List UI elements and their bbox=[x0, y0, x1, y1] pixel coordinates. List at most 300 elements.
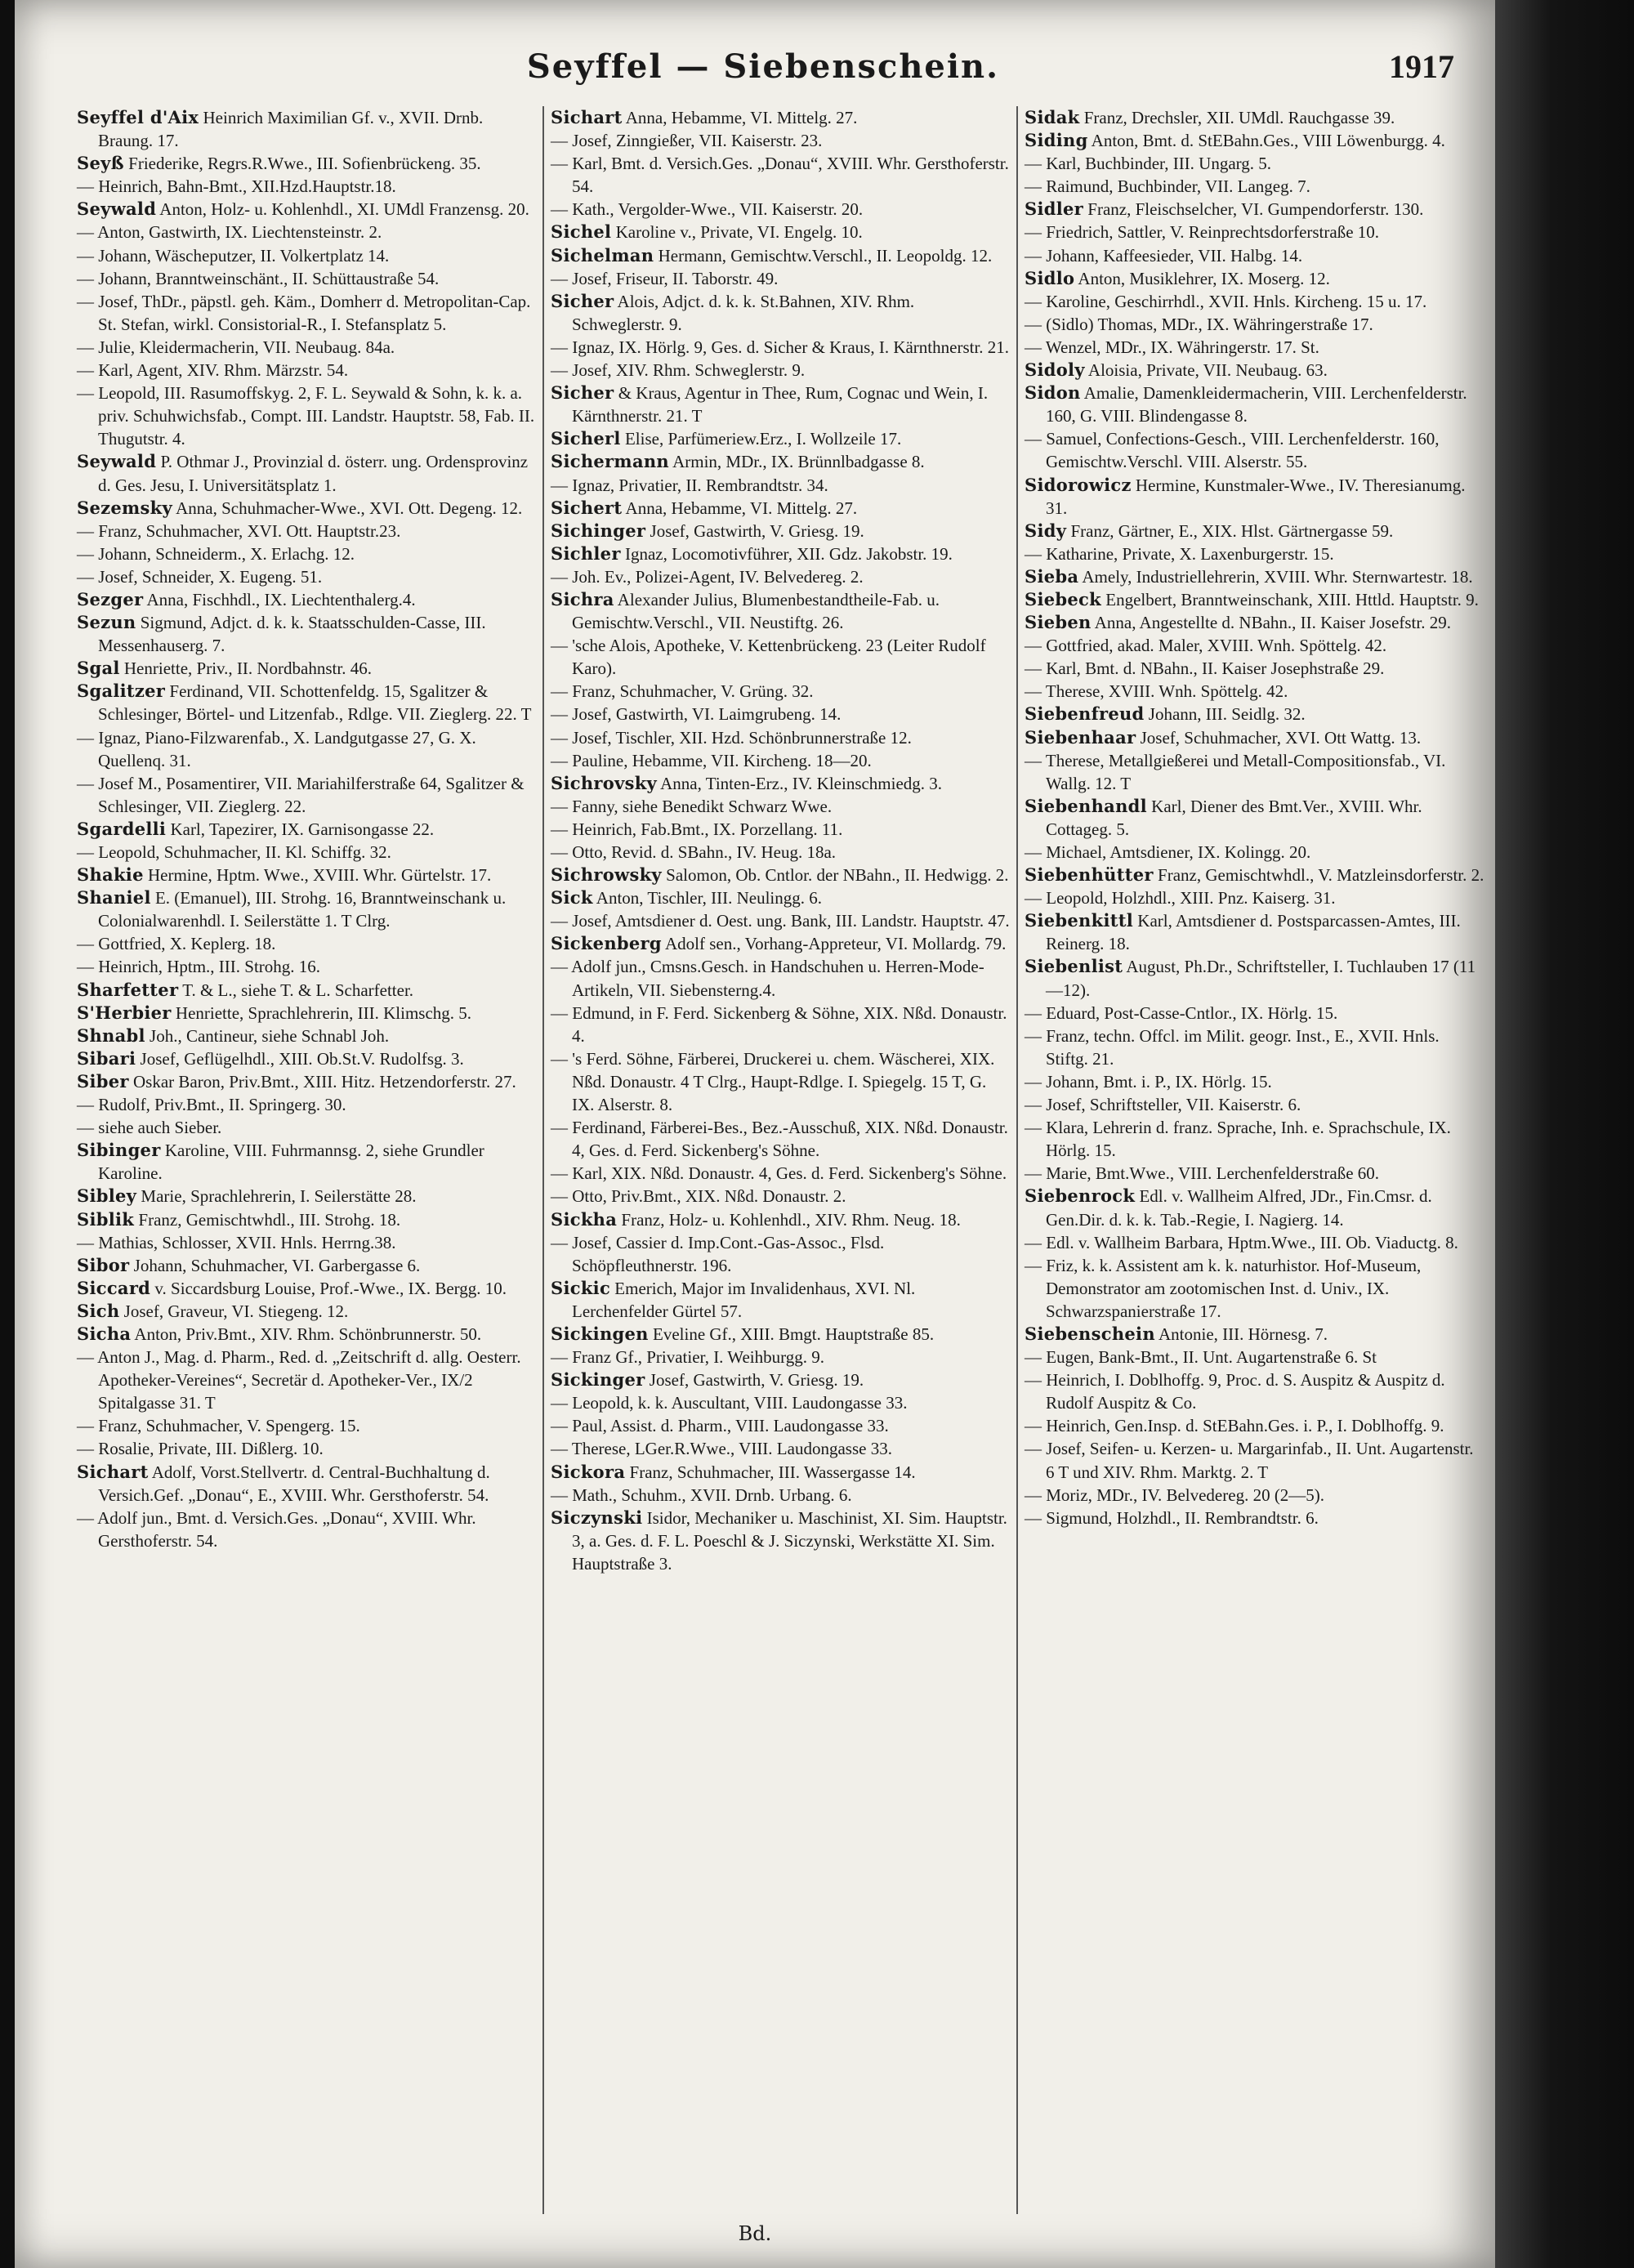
entry-text: — Johann, Bmt. i. P., IX. Hörlg. 15. bbox=[1025, 1071, 1272, 1092]
entry-text: Joh., Cantineur, siehe Schnabl Joh. bbox=[145, 1025, 390, 1046]
entry-headword: Sick bbox=[551, 887, 593, 909]
directory-entry bbox=[551, 244, 1010, 267]
directory-entry bbox=[551, 1047, 1010, 1116]
entry-headword: Sidon bbox=[1025, 382, 1081, 404]
entry-text: — Fanny, siehe Benedikt Schwarz Wwe. bbox=[551, 796, 833, 816]
directory-entry bbox=[551, 129, 1010, 152]
entry-text: — Karl, Bmt. d. Versich.Ges. „Donau“, XVIII. Whr. Gersthoferstr. 54. bbox=[551, 154, 1009, 197]
directory-entry bbox=[551, 1002, 1010, 1047]
directory-entry bbox=[1025, 1070, 1485, 1093]
page-header bbox=[64, 47, 1462, 96]
entry-headword: Seyffel d'Aix bbox=[77, 107, 199, 127]
entry-text: — Samuel, Confections-Gesch., VIII. Lerchenfelderstr. 160, Gemischtw.Verschl. VIII. Alserstr. 55. bbox=[1025, 429, 1440, 472]
directory-entry bbox=[551, 106, 1010, 129]
directory-entry bbox=[77, 1025, 536, 1047]
entry-text: T. & L., siehe T. & L. Scharfetter. bbox=[178, 980, 414, 1000]
directory-entry bbox=[551, 497, 1010, 520]
directory-entry bbox=[551, 565, 1010, 588]
directory-entry bbox=[551, 1162, 1010, 1185]
directory-entry bbox=[551, 1116, 1010, 1162]
entry-text: Ferdinand, VII. Schottenfeldg. 15, Sgalitzer & Schlesinger, Börtel- und Litzenfab., Rdlge. VII. Zieglerg. 22. T bbox=[98, 681, 532, 725]
entry-text: Johann, Schuhmacher, VI. Garbergasse 6. bbox=[129, 1255, 421, 1275]
directory-entry bbox=[551, 1231, 1010, 1277]
directory-entry bbox=[551, 1391, 1010, 1414]
directory-entry bbox=[77, 542, 536, 565]
directory-entry bbox=[77, 336, 536, 359]
entry-headword: Siebeck bbox=[1025, 588, 1101, 609]
entry-text: — Anton, Gastwirth, IX. Liechtensteinstr. 2. bbox=[77, 222, 382, 243]
column-right bbox=[1018, 106, 1492, 2214]
entry-text: Anna, Hebamme, VI. Mittelg. 27. bbox=[622, 498, 858, 518]
entry-text: — Ignaz, Privatier, II. Rembrandtstr. 34. bbox=[551, 475, 828, 495]
entry-text: Anna, Angestellte d. NBahn., II. Kaiser Josefstr. 29. bbox=[1091, 613, 1451, 633]
entry-text: — Josef, Friseur, II. Taborstr. 49. bbox=[551, 268, 779, 288]
entry-text: & Kraus, Agentur in Thee, Rum, Cognac und Wein, I. Kärnthnerstr. 21. T bbox=[572, 383, 989, 426]
entry-headword: Sieba bbox=[1025, 565, 1079, 587]
column-left bbox=[70, 106, 544, 2214]
entry-text: Alexander Julius, Blumenbestandtheile-Fab. u. Gemischtw.Verschl., VII. Neustiftg. 26. bbox=[572, 589, 940, 633]
entry-text: — Leopold, Schuhmacher, II. Kl. Schiffg. 32. bbox=[77, 842, 391, 862]
entry-headword: Sicher bbox=[551, 290, 614, 311]
directory-entry bbox=[77, 221, 536, 243]
entry-headword: Sgardelli bbox=[77, 818, 167, 839]
entry-headword: Sichrovsky bbox=[551, 772, 658, 793]
entry-text: — Karoline, Geschirrhdl., XVII. Hnls. Kircheng. 15 u. 17. bbox=[1025, 291, 1427, 311]
entry-headword: Siebenfreud bbox=[1025, 703, 1145, 725]
entry-headword: Siebenlist bbox=[1025, 956, 1123, 977]
entry-text: Ignaz, Locomotivführer, XII. Gdz. Jakobstr. 19. bbox=[620, 543, 953, 564]
entry-headword: Siebenhütter bbox=[1025, 864, 1154, 886]
directory-entry bbox=[551, 359, 1010, 382]
entry-text: — Eugen, Bank-Bmt., II. Unt. Augartenstraße 6. St bbox=[1025, 1347, 1377, 1368]
entry-text: — Josef, Cassier d. Imp.Cont.-Gas-Assoc., Flsd. Schöpfleuthnerstr. 196. bbox=[551, 1232, 885, 1275]
directory-entry bbox=[1025, 359, 1485, 382]
entry-text: — Otto, Priv.Bmt., XIX. Nßd. Donaustr. 2. bbox=[551, 1186, 846, 1207]
directory-entry bbox=[1025, 152, 1485, 175]
entry-text: — Karl, Buchbinder, III. Ungarg. 5. bbox=[1025, 154, 1272, 174]
directory-entry bbox=[551, 474, 1010, 497]
directory-entry bbox=[551, 1414, 1010, 1437]
entry-text: — Franz Gf., Privatier, I. Weihburgg. 9. bbox=[551, 1347, 824, 1368]
directory-entry bbox=[551, 772, 1010, 795]
entry-text: Karoline, VIII. Fuhrmannsg. 2, siehe Grundler Karoline. bbox=[98, 1141, 484, 1184]
directory-entry bbox=[551, 1368, 1010, 1391]
entry-headword: Sidak bbox=[1025, 107, 1080, 127]
entry-text: — Joh. Ev., Polizei-Agent, IV. Belvedereg. 2. bbox=[551, 566, 864, 587]
entry-text: — 's Ferd. Söhne, Färberei, Druckerei u. chem. Wäscherei, XIX. Nßd. Donaustr. 4 T Clrg., Haupt-Rdlge. I. Spiegelg. 15 T, G. IX. Alserstr. 8. bbox=[551, 1048, 995, 1115]
entry-text: Franz, Schuhmacher, III. Wassergasse 14. bbox=[625, 1462, 916, 1482]
entry-text: Franz, Gärtner, E., XIX. Hlst. Gärtnergasse 59. bbox=[1066, 520, 1394, 541]
directory-entry bbox=[77, 1323, 536, 1346]
entry-text: — Otto, Revid. d. SBahn., IV. Heug. 18a. bbox=[551, 842, 837, 862]
entry-text: Franz, Gemischtwhdl., V. Matzleinsdorferstr. 2. bbox=[1153, 865, 1484, 886]
directory-entry bbox=[77, 726, 536, 772]
entry-text: — Adolf jun., Bmt. d. Versich.Ges. „Donau“, XVIII. Whr. Gersthoferstr. 54. bbox=[77, 1507, 476, 1551]
entry-text: Henriette, Priv., II. Nordbahnstr. 46. bbox=[119, 659, 372, 679]
entry-text: Aloisia, Private, VII. Neubaug. 63. bbox=[1084, 360, 1328, 381]
directory-entry bbox=[1025, 795, 1485, 841]
directory-entry bbox=[551, 634, 1010, 680]
entry-text: — Adolf jun., Cmsns.Gesch. in Handschuhen u. Herren-Mode-Artikeln, VII. Siebensterng.4. bbox=[551, 957, 984, 1000]
entry-text: Anton, Holz- u. Kohlenhdl., XI. UMdl Franzensg. 20. bbox=[156, 199, 529, 220]
entry-headword: Sickic bbox=[551, 1277, 611, 1298]
entry-text: — Josef, Schneider, X. Eugeng. 51. bbox=[77, 566, 323, 587]
entry-text: — Edmund, in F. Ferd. Sickenberg & Söhne, XIX. Nßd. Donaustr. 4. bbox=[551, 1002, 1007, 1046]
directory-entry bbox=[77, 244, 536, 267]
directory-entry bbox=[77, 1093, 536, 1116]
directory-entry bbox=[77, 818, 536, 841]
entry-text: — Franz, Schuhmacher, V. Spengerg. 15. bbox=[77, 1416, 360, 1436]
directory-entry bbox=[1025, 1484, 1485, 1507]
entry-text: — Math., Schuhm., XVII. Drnb. Urbang. 6. bbox=[551, 1484, 852, 1505]
footer-signature-mark: Bd. bbox=[738, 2222, 772, 2245]
entry-text: — Sigmund, Holzhdl., II. Rembrandtstr. 6. bbox=[1025, 1507, 1319, 1528]
directory-entry bbox=[77, 267, 536, 290]
directory-entry bbox=[77, 1254, 536, 1277]
entry-text: v. Siccardsburg Louise, Prof.-Wwe., IX. Bergg. 10. bbox=[150, 1278, 507, 1298]
directory-entry bbox=[1025, 129, 1485, 152]
entry-text: Adolf sen., Vorhang-Appreteur, VI. Mollardg. 79. bbox=[661, 934, 1007, 954]
entry-text: Salomon, Ob. Cntlor. der NBahn., II. Hedwigg. 2. bbox=[661, 865, 1009, 886]
directory-entry bbox=[551, 1461, 1010, 1484]
entry-text: — Gottfried, X. Keplerg. 18. bbox=[77, 934, 276, 954]
entry-headword: Sickenberg bbox=[551, 933, 662, 954]
directory-entry bbox=[551, 1346, 1010, 1368]
entry-headword: Shnabl bbox=[77, 1025, 145, 1046]
entry-text: — Therese, XVIII. Wnh. Spöttelg. 42. bbox=[1025, 681, 1288, 702]
directory-entry bbox=[77, 611, 536, 657]
entry-text: Josef, Gastwirth, V. Griesg. 19. bbox=[645, 1370, 864, 1391]
directory-entry bbox=[551, 1208, 1010, 1231]
directory-entry bbox=[551, 818, 1010, 841]
directory-entry bbox=[77, 382, 536, 450]
entry-text: Josef, Geflügelhdl., XIII. Ob.St.V. Rudolfsg. 3. bbox=[136, 1048, 464, 1069]
entry-text: Sigmund, Adjct. d. k. k. Staatsschulden-Casse, III. Messenhauserg. 7. bbox=[98, 613, 486, 656]
entry-text: — Friedrich, Sattler, V. Reinprechtsdorferstraße 10. bbox=[1025, 222, 1380, 243]
entry-headword: Sieben bbox=[1025, 612, 1092, 633]
directory-entry bbox=[551, 1185, 1010, 1208]
entry-text: — (Sidlo) Thomas, MDr., IX. Währingerstraße 17. bbox=[1025, 314, 1373, 334]
directory-entry bbox=[77, 1185, 536, 1208]
entry-text: — Heinrich, Gen.Insp. d. StEBahn.Ges. i. P., I. Doblhoffg. 9. bbox=[1025, 1416, 1444, 1436]
directory-entry bbox=[77, 1231, 536, 1254]
entry-headword: Sichinger bbox=[551, 520, 646, 541]
entry-text: — Josef M., Posamentirer, VII. Mariahilferstraße 64, Sgalitzer & Schlesinger, VII. Zieglerg. 22. bbox=[77, 773, 525, 816]
directory-entry bbox=[551, 955, 1010, 1001]
entry-text: — Karl, Agent, XIV. Rhm. Märzstr. 54. bbox=[77, 360, 349, 381]
entry-text: — Josef, Zinngießer, VII. Kaiserstr. 23. bbox=[551, 131, 823, 151]
directory-entry bbox=[1025, 1093, 1485, 1116]
entry-text: — Klara, Lehrerin d. franz. Sprache, Inh. e. Sprachschule, IX. Hörlg. 15. bbox=[1025, 1118, 1451, 1161]
directory-entry bbox=[1025, 1323, 1485, 1346]
directory-entry bbox=[551, 749, 1010, 772]
directory-entry bbox=[551, 864, 1010, 886]
entry-headword: Sezemsky bbox=[77, 497, 173, 518]
entry-text: — Rosalie, Private, III. Dißlerg. 10. bbox=[77, 1439, 324, 1459]
entry-headword: Sibley bbox=[77, 1185, 137, 1207]
entry-headword: Sgalitzer bbox=[77, 681, 166, 702]
entry-headword: Sickinger bbox=[551, 1369, 645, 1391]
directory-entry bbox=[1025, 588, 1485, 611]
entry-headword: Sicha bbox=[77, 1323, 132, 1344]
entry-text: Anton, Tischler, III. Neulingg. 6. bbox=[592, 888, 823, 909]
entry-headword: Sicherl bbox=[551, 428, 621, 449]
entry-text: — Josef, ThDr., päpstl. geh. Käm., Domherr d. Metropolitan-Cap. St. Stefan, wirkl. Consistorial-R., I. Stefansplatz 5. bbox=[77, 291, 531, 334]
entry-headword: Sichel bbox=[551, 221, 612, 243]
entry-text: Armin, MDr., IX. Brünnlbadgasse 8. bbox=[669, 452, 925, 472]
entry-text: Isidor, Mechaniker u. Maschinist, XI. Sim. Hauptstr. 3, a. Ges. d. F. L. Poeschl & J. Siczynski, Werkstätte XI. Sim. Hauptstraße 3. bbox=[572, 1507, 1007, 1574]
entry-text: Adolf, Vorst.Stellvertr. d. Central-Buchhaltung d. Versich.Gef. „Donau“, E., XVIII. Whr. Gersthoferstr. 54. bbox=[98, 1462, 490, 1505]
directory-entry bbox=[1025, 955, 1485, 1001]
directory-entry bbox=[77, 1208, 536, 1231]
entry-text: — Therese, Metallgießerei und Metall-Compositionsfab., VI. Wallg. 12. T bbox=[1025, 750, 1446, 793]
directory-entry bbox=[77, 1002, 536, 1025]
entry-text: — Franz, techn. Offcl. im Milit. geogr. Inst., E., XVII. Hnls. Stiftg. 21. bbox=[1025, 1025, 1440, 1069]
directory-entry bbox=[551, 703, 1010, 725]
entry-text: P. Othmar J., Provinzial d. österr. ung. Ordensprovinz d. Ges. Jesu, I. Universitätsplatz 1. bbox=[98, 452, 529, 495]
entry-text: E. (Emanuel), III. Strohg. 16, Branntweinschank u. Colonialwarenhdl. I. Seilerstätte 1. T Clrg. bbox=[98, 888, 507, 931]
entry-text: — Josef, Amtsdiener d. Oest. ung. Bank, III. Landstr. Hauptstr. 47. bbox=[551, 911, 1010, 931]
entry-headword: Sichelman bbox=[551, 244, 654, 266]
directory-entry bbox=[1025, 1002, 1485, 1025]
entry-text: — Heinrich, Bahn-Bmt., XII.Hzd.Hauptstr.18. bbox=[77, 176, 396, 197]
directory-entry bbox=[77, 772, 536, 818]
entry-headword: Sidoly bbox=[1025, 359, 1085, 381]
directory-entry bbox=[1025, 703, 1485, 725]
directory-entry bbox=[77, 106, 536, 152]
entry-text: Anton, Priv.Bmt., XIV. Rhm. Schönbrunnerstr. 50. bbox=[131, 1324, 482, 1344]
entry-text: — Therese, LGer.R.Wwe., VIII. Laudongasse 33. bbox=[551, 1439, 892, 1459]
directory-entry bbox=[77, 1507, 536, 1552]
entry-text: — Ignaz, Piano-Filzwarenfab., X. Landgutgasse 27, G. X. Quellenq. 31. bbox=[77, 727, 476, 770]
entry-text: Emerich, Major im Invalidenhaus, XVI. Nl. Lerchenfelder Gürtel 57. bbox=[572, 1278, 916, 1321]
directory-entry bbox=[77, 565, 536, 588]
entry-text: Alois, Adjct. d. k. k. St.Bahnen, XIV. Rhm. Schweglerstr. 9. bbox=[572, 291, 915, 334]
directory-entry bbox=[77, 979, 536, 1002]
entry-text: Josef, Gastwirth, V. Griesg. 19. bbox=[645, 520, 864, 541]
directory-entry bbox=[1025, 657, 1485, 680]
directory-entry bbox=[1025, 749, 1485, 795]
entry-headword: Sichra bbox=[551, 588, 614, 609]
entry-text: — Heinrich, I. Doblhoffg. 9, Proc. d. S. Auspitz & Auspitz d. Rudolf Auspitz & Co. bbox=[1025, 1370, 1445, 1413]
directory-entry bbox=[551, 542, 1010, 565]
entry-headword: Siebenschein bbox=[1025, 1323, 1155, 1344]
directory-entry bbox=[77, 1300, 536, 1323]
entry-text: August, Ph.Dr., Schriftsteller, I. Tuchlauben 17 (11—12). bbox=[1046, 957, 1476, 1000]
entry-text: — Johann, Schneiderm., X. Erlachg. 12. bbox=[77, 543, 355, 564]
directory-entry bbox=[1025, 1414, 1485, 1437]
directory-entry bbox=[1025, 336, 1485, 359]
entry-text: — Eduard, Post-Casse-Cntlor., IX. Hörlg. 15. bbox=[1025, 1002, 1338, 1023]
directory-entry bbox=[1025, 427, 1485, 473]
directory-entry bbox=[551, 726, 1010, 749]
directory-entry bbox=[1025, 520, 1485, 542]
entry-text: — Johann, Wäscheputzer, II. Volkertplatz 14. bbox=[77, 245, 390, 266]
directory-entry bbox=[551, 680, 1010, 703]
directory-entry bbox=[1025, 680, 1485, 703]
entry-headword: Sicher bbox=[551, 382, 614, 404]
directory-entry bbox=[551, 382, 1010, 427]
directory-entry bbox=[1025, 474, 1485, 520]
entry-headword: Sidler bbox=[1025, 199, 1084, 220]
entry-headword: Seyß bbox=[77, 153, 124, 174]
directory-entry bbox=[77, 588, 536, 611]
scan-border-right bbox=[1495, 0, 1634, 2268]
directory-entry bbox=[1025, 565, 1485, 588]
directory-entry bbox=[77, 1437, 536, 1460]
entry-text: Hermann, Gemischtw.Verschl., II. Leopoldg. 12. bbox=[654, 245, 993, 266]
directory-entry bbox=[1025, 1025, 1485, 1070]
directory-entry bbox=[551, 198, 1010, 221]
directory-entry bbox=[77, 520, 536, 542]
entry-text: — Franz, Schuhmacher, XVI. Ott. Hauptstr.23. bbox=[77, 520, 401, 541]
entry-headword: Sidlo bbox=[1025, 267, 1075, 288]
entry-text: — Paul, Assist. d. Pharm., VIII. Laudongasse 33. bbox=[551, 1416, 889, 1436]
entry-text: Anton, Musiklehrer, IX. Moserg. 12. bbox=[1074, 268, 1330, 288]
directory-entry bbox=[551, 886, 1010, 909]
directory-entry bbox=[77, 450, 536, 496]
entry-text: — Raimund, Buchbinder, VII. Langeg. 7. bbox=[1025, 176, 1310, 197]
directory-entry bbox=[77, 1346, 536, 1414]
directory-entry bbox=[551, 909, 1010, 932]
directory-entry bbox=[1025, 175, 1485, 198]
entry-text: — Heinrich, Fab.Bmt., IX. Porzellang. 11. bbox=[551, 819, 843, 839]
directory-entry bbox=[77, 1414, 536, 1437]
entry-text: Antonie, III. Hörnesg. 7. bbox=[1154, 1324, 1328, 1344]
entry-columns bbox=[70, 106, 1492, 2214]
directory-entry bbox=[1025, 1231, 1485, 1254]
page-number: 1917 bbox=[1389, 48, 1454, 85]
directory-entry bbox=[1025, 382, 1485, 427]
entry-headword: Sich bbox=[77, 1300, 120, 1321]
entry-text: — Josef, Gastwirth, VI. Laimgrubeng. 14. bbox=[551, 704, 842, 725]
entry-text: — Katharine, Private, X. Laxenburgerstr. 15. bbox=[1025, 543, 1334, 564]
entry-text: Anna, Tinten-Erz., IV. Kleinschmiedg. 3. bbox=[657, 773, 943, 793]
directory-entry bbox=[1025, 611, 1485, 634]
entry-text: Elise, Parfümeriew.Erz., I. Wollzeile 17. bbox=[620, 429, 902, 449]
entry-text: Karl, Diener des Bmt.Ver., XVIII. Whr. Cottageg. 5. bbox=[1046, 796, 1422, 839]
entry-text: — Karl, XIX. Nßd. Donaustr. 4, Ges. d. Ferd. Sickenberg's Söhne. bbox=[551, 1163, 1007, 1184]
directory-entry bbox=[1025, 290, 1485, 313]
entry-text: — Julie, Kleidermacherin, VII. Neubaug. 84a. bbox=[77, 337, 395, 357]
directory-entry bbox=[551, 1437, 1010, 1460]
directory-entry bbox=[1025, 542, 1485, 565]
directory-entry bbox=[1025, 244, 1485, 267]
entry-headword: Sickora bbox=[551, 1461, 626, 1482]
directory-entry bbox=[1025, 1185, 1485, 1230]
entry-headword: Sichermann bbox=[551, 451, 669, 472]
entry-headword: Sidy bbox=[1025, 520, 1067, 541]
entry-headword: Shaniel bbox=[77, 887, 151, 909]
entry-text: Henriette, Sprachlehrerin, III. Klimschg. 5. bbox=[171, 1002, 472, 1023]
directory-entry bbox=[77, 680, 536, 725]
entry-text: Anna, Fischhdl., IX. Liechtenthalerg.4. bbox=[143, 589, 416, 609]
entry-headword: Siding bbox=[1025, 130, 1088, 151]
directory-entry bbox=[551, 520, 1010, 542]
entry-text: — Marie, Bmt.Wwe., VIII. Lerchenfelderstraße 60. bbox=[1025, 1163, 1380, 1184]
directory-entry bbox=[551, 290, 1010, 336]
entry-text: — Franz, Schuhmacher, V. Grüng. 32. bbox=[551, 681, 814, 702]
directory-entry bbox=[1025, 841, 1485, 864]
entry-headword: Siccard bbox=[77, 1277, 151, 1298]
directory-entry bbox=[1025, 1507, 1485, 1529]
entry-text: Friederike, Regrs.R.Wwe., III. Sofienbrückeng. 35. bbox=[123, 154, 481, 174]
entry-text: — Moriz, MDr., IV. Belvedereg. 20 (2—5). bbox=[1025, 1484, 1325, 1505]
entry-text: — Leopold, k. k. Auscultant, VIII. Laudongasse 33. bbox=[551, 1393, 908, 1413]
directory-entry bbox=[77, 841, 536, 864]
directory-entry bbox=[1025, 221, 1485, 243]
directory-entry bbox=[551, 932, 1010, 955]
entry-headword: Sickha bbox=[551, 1208, 618, 1230]
directory-entry bbox=[77, 864, 536, 886]
directory-entry bbox=[77, 1047, 536, 1070]
entry-text: Oskar Baron, Priv.Bmt., XIII. Hitz. Hetzendorferstr. 27. bbox=[128, 1071, 516, 1092]
entry-text: — Edl. v. Wallheim Barbara, Hptm.Wwe., III. Ob. Viaductg. 8. bbox=[1025, 1232, 1458, 1252]
directory-entry bbox=[551, 1484, 1010, 1507]
entry-headword: Sichart bbox=[77, 1461, 149, 1482]
directory-entry bbox=[551, 1277, 1010, 1323]
entry-headword: Siczynski bbox=[551, 1507, 643, 1528]
directory-entry bbox=[551, 336, 1010, 359]
entry-text: Josef, Graveur, VI. Stiegeng. 12. bbox=[119, 1301, 349, 1321]
entry-text: Amalie, Damenkleidermacherin, VIII. Lerchenfelderstr. 160, G. VIII. Blindengasse 8. bbox=[1046, 383, 1467, 426]
entry-headword: Siebenrock bbox=[1025, 1185, 1136, 1207]
entry-headword: Sichert bbox=[551, 497, 623, 518]
entry-text: Heinrich Maximilian Gf. v., XVII. Drnb. Braung. 17. bbox=[98, 108, 484, 151]
entry-headword: Seywald bbox=[77, 451, 157, 472]
entry-text: Karl, Tapezirer, IX. Garnisongasse 22. bbox=[166, 819, 435, 839]
entry-headword: Sibor bbox=[77, 1254, 130, 1275]
entry-text: Franz, Holz- u. Kohlenhdl., XIV. Rhm. Neug. 18. bbox=[617, 1209, 961, 1230]
directory-entry bbox=[77, 932, 536, 955]
directory-entry bbox=[1025, 886, 1485, 909]
entry-text: — Wenzel, MDr., IX. Währingerstr. 17. St. bbox=[1025, 337, 1319, 357]
entry-headword: Sibinger bbox=[77, 1140, 161, 1161]
entry-text: — Karl, Bmt. d. NBahn., II. Kaiser Josephstraße 29. bbox=[1025, 659, 1385, 679]
entry-text: Amely, Industriellehrerin, XVIII. Whr. Sternwartestr. 18. bbox=[1078, 566, 1473, 587]
entry-text: — Heinrich, Hptm., III. Strohg. 16. bbox=[77, 957, 321, 977]
directory-entry bbox=[1025, 313, 1485, 336]
entry-text: — Anton J., Mag. d. Pharm., Red. d. „Zeitschrift d. allg. Oesterr. Apotheker-Vereines“, Secretär d. Apotheker-Ver., IX/2 Spitalgasse 31. T bbox=[77, 1347, 521, 1413]
entry-text: — Ignaz, IX. Hörlg. 9, Ges. d. Sicher & Kraus, I. Kärnthnerstr. 21. bbox=[551, 337, 1010, 357]
directory-page bbox=[15, 0, 1495, 2268]
directory-entry bbox=[77, 657, 536, 680]
directory-entry bbox=[77, 955, 536, 978]
directory-entry bbox=[551, 267, 1010, 290]
directory-entry bbox=[1025, 267, 1485, 290]
directory-entry bbox=[551, 427, 1010, 450]
directory-entry bbox=[1025, 106, 1485, 129]
directory-entry bbox=[77, 886, 536, 932]
entry-text: Engelbert, Branntweinschank, XIII. Httld. Hauptstr. 9. bbox=[1101, 589, 1479, 609]
directory-entry bbox=[77, 497, 536, 520]
directory-entry bbox=[1025, 198, 1485, 221]
directory-entry bbox=[1025, 1437, 1485, 1483]
entry-text: Anna, Schuhmacher-Wwe., XVI. Ott. Degeng. 12. bbox=[172, 498, 523, 518]
directory-entry bbox=[1025, 864, 1485, 886]
directory-entry bbox=[551, 588, 1010, 634]
directory-entry bbox=[1025, 1116, 1485, 1162]
entry-text: Edl. v. Wallheim Alfred, JDr., Fin.Cmsr. d. Gen.Dir. d. k. k. Tab.-Regie, I. Nagierg. 14. bbox=[1046, 1186, 1432, 1230]
entry-text: Marie, Sprachlehrerin, I. Seilerstätte 28. bbox=[136, 1186, 417, 1207]
entry-headword: Sgal bbox=[77, 658, 120, 679]
entry-text: Johann, III. Seidlg. 32. bbox=[1144, 704, 1306, 725]
entry-text: Hermine, Hptm. Wwe., XVIII. Whr. Gürtelstr. 17. bbox=[143, 865, 492, 886]
entry-headword: Sichrowsky bbox=[551, 864, 662, 886]
directory-entry bbox=[551, 152, 1010, 198]
directory-entry bbox=[77, 1277, 536, 1300]
directory-entry bbox=[1025, 909, 1485, 955]
